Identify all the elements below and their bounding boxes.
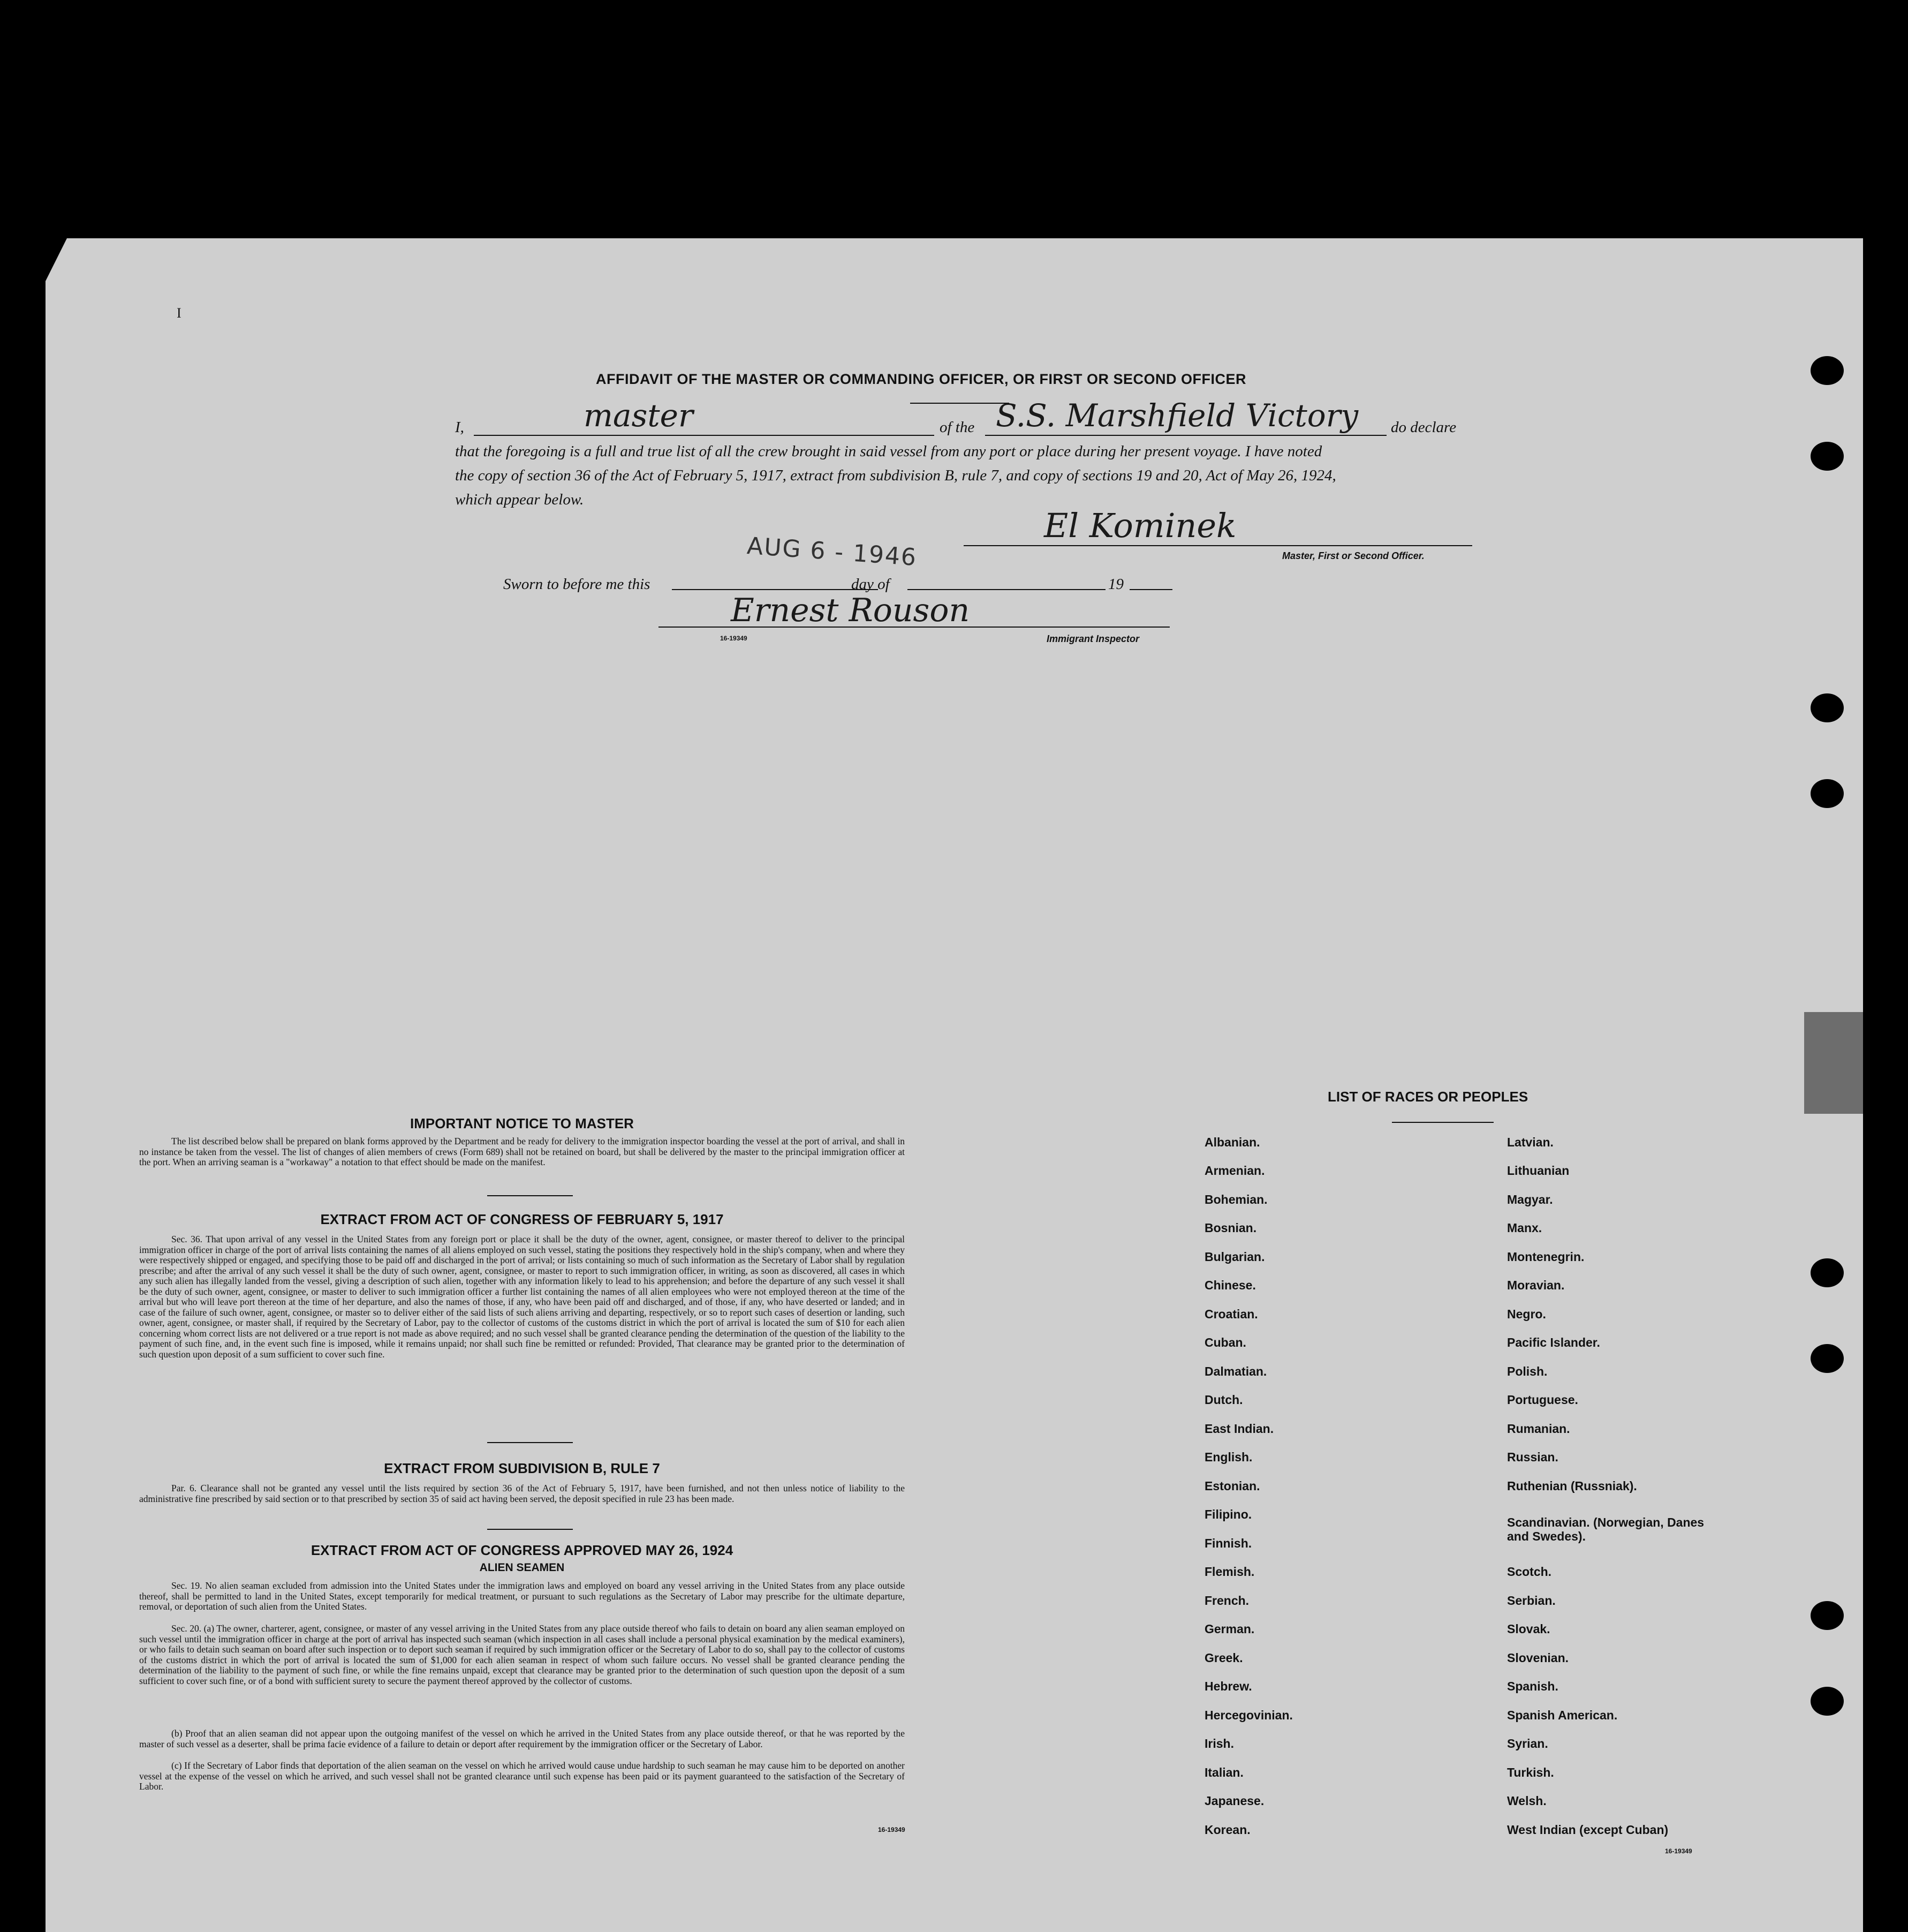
race-item: English. <box>1205 1450 1253 1464</box>
race-item: Lithuanian <box>1507 1164 1570 1178</box>
divider <box>910 403 1009 404</box>
race-item: Magyar. <box>1507 1193 1553 1206</box>
extract-1924-subtitle: ALIEN SEAMEN <box>479 1561 565 1574</box>
race-item: Russian. <box>1507 1450 1558 1464</box>
race-item: Latvian. <box>1507 1135 1554 1149</box>
race-item: Spanish American. <box>1507 1708 1618 1722</box>
race-item: Albanian. <box>1205 1135 1260 1149</box>
master-signature: El Kominek <box>1044 506 1237 545</box>
race-item: Scotch. <box>1507 1565 1552 1579</box>
race-item: Irish. <box>1205 1737 1234 1750</box>
affidavit-line-2: that the foregoing is a full and true list of all the crew brought in said vessel from any port or place during her present voyage. I have noted <box>455 443 1322 460</box>
inspector-caption: Immigrant Inspector <box>1047 633 1140 644</box>
form-number: 16-19349 <box>878 1826 905 1833</box>
punch-hole-4 <box>1811 779 1844 808</box>
affidavit-line-3: the copy of section 36 of the Act of February 5, 1917, extract from subdivision B, rule 7, and copy of sections 19 and 20, Act of May 26, 1924, <box>455 467 1336 484</box>
race-item: Negro. <box>1507 1307 1546 1321</box>
extract-1917-body: Sec. 36. That upon arrival of any vessel in the United States from any foreign port or place it shall be the duty of the owner, agent, consignee, or master thereof to deliver to the principal immigration officer in charge of the port of arrival lists containing the names of all aliens employed on such vessel, stating the positions they respectively hold in the ship's company, when and where they were respectively shipped or engaged, and specifying those to be paid off and discharged in the port of arrival; or lists containing so much of such information as the Secretary of Labor shall by regulation prescribe; and after the arrival of any such vessel it shall be the duty of such owner, agent, consignee, or master to report to such immigration officer, in writing, as soon as discovered, all cases in which any such alien has illegally landed from the vessel, giving a description of such alien, together with any information likely to lead to his apprehension; and before the departure of any such vessel it shall be the duty of such owner, agent, consignee, or master to deliver to such immigration officer a further list containing the names of all alien employees who were not employed thereon at the time of the arrival but who will leave port thereon at the time of her departure, and also the names of those, if any, who have been paid off and discharged, and of those, if any, who have deserted or landed; and in case of the failure of such owner, agent, consignee, or master so to deliver either of the said lists of such aliens arriving and departing, respectively, or so to report such cases of desertion or landing, such owner, agent, consignee, or master shall, if required by the Secretary of Labor, pay to the collector of customs of the customs district in which the port of arrival is located the sum of $10 for each alien concerning whom correct lists are not delivered or a true report is not made as above required; and no such vessel shall be granted clearance pending the determination of the question of the liability to the payment of such fine, and, in the event such fine is imposed, while it remains unpaid; nor shall such fine be remitted or refunded: Provided, That clearance may be granted prior to the determination of such question upon deposit of a sum sufficient to cover such fine. <box>139 1234 905 1360</box>
sec-20b-body: (b) Proof that an alien seaman did not appear upon the outgoing manifest of the vessel on which he arrived in the United States from any place outside thereof, or that he was reported by the master of such vessel as a deserter, shall be prima facie evidence of a failure to detain or deport after requirement by the immigration officer or the Secretary of Labor. <box>139 1728 905 1749</box>
race-item: Scandinavian. (Norwegian, Danes and Swedes). <box>1507 1515 1705 1543</box>
sworn-label: Sworn to before me this <box>503 576 650 593</box>
extract-1924-title: EXTRACT FROM ACT OF CONGRESS APPROVED MAY 26, 1924 <box>311 1542 733 1558</box>
race-item: Polish. <box>1507 1364 1548 1378</box>
inspector-signature: Ernest Rouson <box>731 592 970 629</box>
race-item: Hercegovinian. <box>1205 1708 1293 1722</box>
form-number: 16-19349 <box>1665 1847 1692 1855</box>
race-item: German. <box>1205 1622 1255 1636</box>
race-item: Slovak. <box>1507 1622 1550 1636</box>
race-item: Ruthenian (Russniak). <box>1507 1479 1637 1493</box>
race-item: Italian. <box>1205 1765 1244 1779</box>
race-item: Chinese. <box>1205 1278 1256 1292</box>
race-item: Spanish. <box>1507 1679 1558 1693</box>
punch-hole-7 <box>1811 1601 1844 1630</box>
divider <box>1392 1122 1494 1123</box>
signature-line <box>964 545 1472 546</box>
affidavit-i-label: I, <box>455 419 464 436</box>
day-of-label: day of <box>851 576 890 593</box>
race-item: Bosnian. <box>1205 1221 1257 1235</box>
race-item: Bulgarian. <box>1205 1250 1265 1264</box>
race-item: Finnish. <box>1205 1536 1252 1550</box>
notice-title: IMPORTANT NOTICE TO MASTER <box>410 1115 634 1131</box>
punch-hole-6 <box>1811 1344 1844 1373</box>
page-mark: I <box>177 305 181 321</box>
divider <box>487 1442 573 1443</box>
race-item: Japanese. <box>1205 1794 1265 1808</box>
race-item: Dalmatian. <box>1205 1364 1267 1378</box>
sec-20c-body: (c) If the Secretary of Labor finds that deportation of the alien seaman on the vessel on which he arrived would cause undue hardship to such seaman he may cause him to be deported on another vessel at the expense of the vessel on which he arrived, and such vessel shall not be granted clearance until such expense has been paid or its payment guaranteed to the satisfaction of the Secretary of Labor. <box>139 1760 905 1792</box>
race-item: Greek. <box>1205 1651 1243 1665</box>
binder-tab <box>1804 1012 1863 1114</box>
race-item: West Indian (except Cuban) <box>1507 1823 1669 1837</box>
race-item: Korean. <box>1205 1823 1251 1837</box>
do-declare-label: do declare <box>1391 419 1457 436</box>
punch-hole-1 <box>1811 356 1844 385</box>
race-item: Bohemian. <box>1205 1193 1268 1206</box>
form-number: 16-19349 <box>720 635 747 642</box>
race-item: Croatian. <box>1205 1307 1258 1321</box>
race-item: Rumanian. <box>1507 1422 1570 1436</box>
race-item: Filipino. <box>1205 1507 1252 1521</box>
rank-field-line <box>474 435 934 436</box>
race-item: Portuguese. <box>1507 1393 1578 1407</box>
affidavit-title: AFFIDAVIT OF THE MASTER OR COMMANDING OFFICER, OR FIRST OR SECOND OFFICER <box>596 371 1246 387</box>
punch-hole-5 <box>1811 1258 1844 1287</box>
punch-hole-3 <box>1811 693 1844 722</box>
sheet-corner-shadow <box>46 238 67 281</box>
race-item: Armenian. <box>1205 1164 1265 1178</box>
race-item: Flemish. <box>1205 1565 1255 1579</box>
divider <box>487 1195 573 1196</box>
punch-hole-8 <box>1811 1687 1844 1716</box>
races-title: LIST OF RACES OR PEOPLES <box>1328 1089 1528 1105</box>
vessel-handwritten: S.S. Marshfield Victory <box>996 397 1359 434</box>
race-item: East Indian. <box>1205 1422 1274 1436</box>
notice-body: The list described below shall be prepared on blank forms approved by the Department and be ready for delivery to the immigration inspector boarding the vessel at the port of arrival, and shall in no instance be taken from the vessel. The list of changes of alien members of crews (Form 689) shall not be retained on board, but shall be delivered by the master to the principal immigration officer at the port. When an arriving seaman is a "workaway" a notation to that effect should be made on the manifest. <box>139 1136 905 1167</box>
race-item: Manx. <box>1507 1221 1542 1235</box>
race-item: Slovenian. <box>1507 1651 1569 1665</box>
sec-20a-body: Sec. 20. (a) The owner, charterer, agent, consignee, or master of any vessel arriving in the United States from any place outside thereof who fails to detain on board any alien seaman employed on such vessel until the immigration officer in charge at the port of arrival has inspected such seaman (which inspection in all cases shall include a personal physical examination by the medical examiners), or who fails to detain such seaman on board after such inspection or to deport such seaman if required by such immigration officer or the Secretary of Labor to do so, shall pay to the collector of customs of the customs district in which the port of arrival is located the sum of $1,000 for each alien seaman in respect of whom such failure occurs. No vessel shall be granted clearance pending the determination of the liability to the payment of such fine, or while the fine remains unpaid, except that clearance may be granted prior to the determination of such question upon the deposit of a sum sufficient to cover such fine, or of a bond with sufficient surety to secure the payment thereof approved by the collector of customs. <box>139 1623 905 1686</box>
race-item: Syrian. <box>1507 1737 1548 1750</box>
divider <box>487 1529 573 1530</box>
affidavit-line-4: which appear below. <box>455 491 584 508</box>
race-item: French. <box>1205 1594 1250 1608</box>
rule-7-title: EXTRACT FROM SUBDIVISION B, RULE 7 <box>384 1460 660 1476</box>
race-item: Hebrew. <box>1205 1679 1252 1693</box>
race-item: Pacific Islander. <box>1507 1335 1600 1349</box>
sworn-day-line <box>672 589 878 590</box>
race-item: Welsh. <box>1507 1794 1547 1808</box>
race-item: Cuban. <box>1205 1335 1246 1349</box>
of-the-label: of the <box>940 419 975 436</box>
extract-1917-title: EXTRACT FROM ACT OF CONGRESS OF FEBRUARY 5, 1917 <box>320 1211 724 1227</box>
sec-19-body: Sec. 19. No alien seaman excluded from admission into the United States under the immigration laws and employed on board any vessel arriving in the United States from any place outside thereof, shall be permitted to land in the United States, except temporarily for medical treatment, or pursuant to such regulations as the Secretary of Labor may prescribe for the ultimate departure, removal, or deportation of such alien from the United States. <box>139 1580 905 1612</box>
sworn-year-line <box>1130 589 1172 590</box>
race-item: Serbian. <box>1507 1594 1556 1608</box>
race-item: Estonian. <box>1205 1479 1260 1493</box>
race-item: Dutch. <box>1205 1393 1243 1407</box>
race-item: Turkish. <box>1507 1765 1554 1779</box>
punch-hole-2 <box>1811 442 1844 471</box>
rule-7-body: Par. 6. Clearance shall not be granted any vessel until the lists required by section 36 of the Act of February 5, 1917, have been furnished, and not then unless notice of liability to the administrative fine prescribed by said section or to that prescribed by section 35 of said act having been served, the deposit specified in rule 23 has been made. <box>139 1483 905 1504</box>
year-label: 19 <box>1108 576 1124 593</box>
date-stamp: AUG 6 - 1946 <box>746 532 918 572</box>
race-item: Moravian. <box>1507 1278 1565 1292</box>
sworn-month-line <box>907 589 1106 590</box>
master-caption: Master, First or Second Officer. <box>1282 550 1425 561</box>
vessel-field-line <box>985 435 1387 436</box>
race-item: Montenegrin. <box>1507 1250 1585 1264</box>
inspector-signature-line <box>658 627 1170 628</box>
rank-handwritten: master <box>584 397 693 434</box>
